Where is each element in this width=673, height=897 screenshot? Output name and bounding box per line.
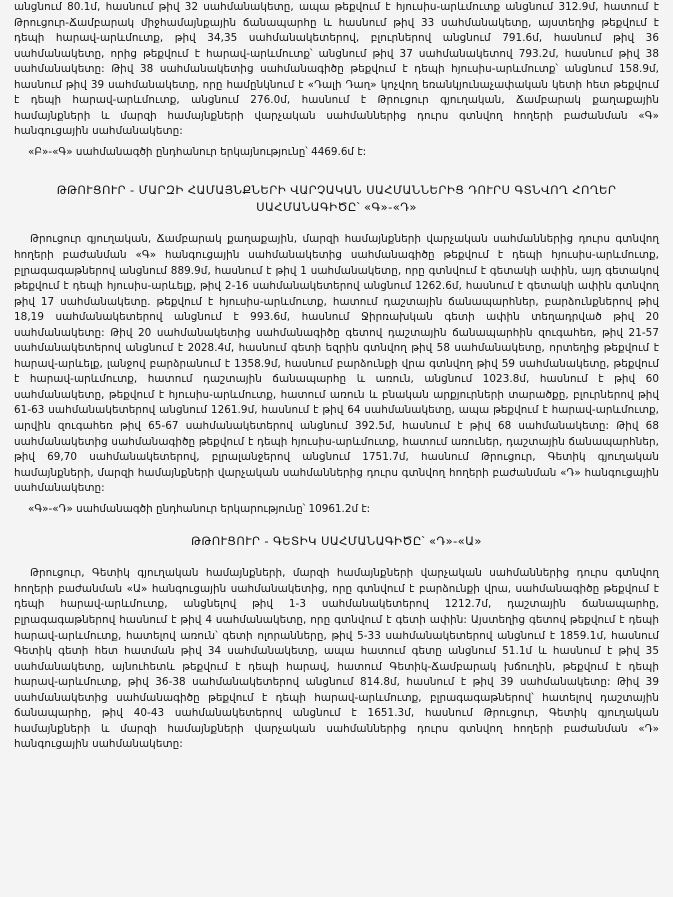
paragraph-b-g-continued: անցնում 80.1մ, հասնում թիվ 32 սահմանակետը, ապա թեքվում է հյուսիս-արևմուտք անցնում 312.9մ, հատում է Թրուցուր-Ճամբարակ միջհամայնքային ճանապարհը և հասնում թիվ 33 սահմանակետը, այստեղից թեքվում է դեպի հարավ-արևմուտք, թիվ 34,35 սահմանակետերով, բլուրներով անցնում 791.6մ, հասնում թիվ 36 սահմանակետը, որից թեքվում է հարավ-արևմուտք՝ անցնում թիվ 37 սահմանակետով 793.2մ, հասնում թիվ 38 սահմանակետը: Թիվ 38 սահմանակետից սահմանագիծը թեքվում է դեպի հյուսիս-արևմուտք՝ անցնում 158.9մ, հասնում թիվ 39 սահմանակետը, որը համընկնում է «Դալի Դաղ» կոչվող եռանկյունաչափական կետի հետ թեքվում է դեպի հարավ-արևմուտք, անցնում 276.0մ, հասնում է Թրուցուր գյուղական, Ճամբարակ քաղաքային համայնքների և մարզի համայնքների վարչական սահմաններից դուրս գտնվող հողերի բաժանման «Գ» հանգուցային սահմանակետը: — [14, 1, 659, 138]
heading-d-a — [14, 533, 659, 550]
heading-g-d-line1: ԹԹՈՒՑՈՒՐ - ՄԱՐԶԻ ՀԱՄԱՅՆՔՆԵՐԻ ՎԱՐՉԱԿԱՆ ՍԱՀՄԱՆՆԵՐԻՑ ԴՈՒՐՍ ԳՏՆՎՈՂ ՀՈՂԵՐ — [56, 183, 617, 198]
spacer — [14, 216, 659, 232]
spacer — [14, 160, 659, 182]
heading-g-d — [14, 182, 659, 216]
heading-g-d-line2: ՍԱՀՄԱՆԱԳԻԾԸ՝ «Գ»-«Դ» — [256, 200, 417, 215]
spacer — [14, 517, 659, 533]
paragraph-d-a: Թրուցուր, Գետիկ գյուղական համայնքների, մարզի համայնքների վարչական սահմաններից դուրս գտնվող հողերի բաժանման «Ա» հանգուցային սահմանակետից, որը գտնվում է բարձունքի վրա, սահմանագիծը թեքվում է դեպի հարավ-արևմուտք, անցնելով թիվ 1-3 սահմանակետերով 1212.7մ, դաշտային ճանապարհը, բլրագագաթներով հասնում է թիվ 4 սահմանակետը, որը գտնվում է գետի ափին: Այստեղից գետով թեքվում է դեպի հարավ-արևմուտք, հատելով առուն՝ գետի ոլորանները, թիվ 5-33 սահմանակետերով անցնում է 1859.1մ, հասնում Գետիկ գետի հետ հատման թիվ 34 սահմանակետը, ապա հատում գետը անցնում 51.1մ և հասնում է թիվ 35 սահմանակետը, այնուհետև թեքվում է դեպի հարավ, հատում Գետիկ-Ճամբարակ խճուղին, թեքվում է դեպի հարավ-արևմուտք, թիվ 36-38 սահմանակետերով անցնում 814.8մ, հասնում է թիվ 39 սահմանակետը: Թիվ 39 սահմանակետից սահմանագիծը թեքվում է դեպի հարավ-արևմուտք, բլրագագաթներով՝ հատելով դաշտային ճանապարհը, թիվ 40-43 սահմանակետերով անցնում է 1651.3մ, հասնում Թրուցուր, Գետիկ գյուղական համայնքների և մարզի համայնքների վարչական սահմաններից դուրս գտնվող հողերի բաժանման «Դ» հանգուցային սահմանակետը: — [14, 567, 659, 751]
summary-b-g-length: «Բ»-«Գ» սահմանագծի ընդհանուր երկայնությունը՝ 4469.6մ է: — [28, 145, 367, 158]
paragraph-g-d: Թրուցուր գյուղական, Ճամբարակ քաղաքային, մարզի համայնքների վարչական սահմաններից դուրս գտնվող հողերի բաժանման «Գ» հանգուցային սահմանակետից սահմանագիծը թեքվում է դեպի հյուսիս-արևմուտք, բլրագագաթներով անցնում 889.9մ, հասնում է թիվ 1 սահմանակետը, որը գտնվում է գետակի ափին, այդ գետակով թեքվում է դեպի հյուսիս-արևելք, թիվ 2-16 սահմանակետերով անցնում 1262.6մ, հասնում է գետակի ափին գտնվող թիվ 17 սահմանակետը. թեքվում է հյուսիս-արևմուտք, հատում դաշտային ճանապարհներ, բարձունքներով թիվ 18,19 սահմանակետերով անցնում է 993.6մ, հասնում Ջիրռախկան գետի ափին տեղադրված թիվ 20 սահմանակետը: Թիվ 20 սահմանակետից սահմանագիծը գետով դաշտային ճանապարհին զուգահեռ, թիվ 21-57 սահմանակետերով անցնում է 2028.4մ, հասնում գետի եզրին գտնվող թիվ 58 սահմանակետը, որտեղից թեքվում է հարավ-արևելք, լանջով բարձրանում է 1358.9մ, հասնում բարձունքի վրա գտնվող թիվ 59 սահմանակետը, թեքվում է հարավ-արևմուտք, հատում դաշտային ճանապարհը և առուն, անցնում 1023.8մ, հասնում է թիվ 60 սահմանակետը, թեքվում է հյուսիս-արևմուտք, հատում առուն և բնական արքյուրների տարածքը, բլուրներով թիվ 61-63 սահմանակետերով անցնում 1261.9մ, հասնում է թիվ 64 սահմանակետը, ապա թեքվում է հարավ-արևմուտք, արվին զուգահեռ թիվ 65-67 սահմանակետերով անցնում 392.5մ, հասնում է թիվ 68 սահմանակետը: Թիվ 68 սահմանակետից սահմանագիծը թեքվում է դեպի հյուսիս-արևմուտք, հատում առուներ, դաշտային ճանապարհներ, թիվ 69,70 սահմանակետերով, բլրալանջերով անցնում 1751.7մ, հասնում Թրուցուր, Գետիկ գյուղական համայնքների, մարզի համայնքների վարչական սահմաններից դուրս գտնվող հողերի բաժանման «Դ» հանգուցային սահմանակետը: — [14, 233, 659, 495]
summary-g-d-length: «Գ»-«Դ» սահմանագծի ընդհանուր երկարությունը՝ 10961.2մ է: — [28, 502, 371, 515]
spacer — [14, 550, 659, 566]
heading-d-a-line1: ԹԹՈՒՑՈՒՐ - ԳԵՏԻԿ ՍԱՀՄԱՆԱԳԻԾԸ՝ «Դ»-«Ա» — [191, 534, 482, 549]
